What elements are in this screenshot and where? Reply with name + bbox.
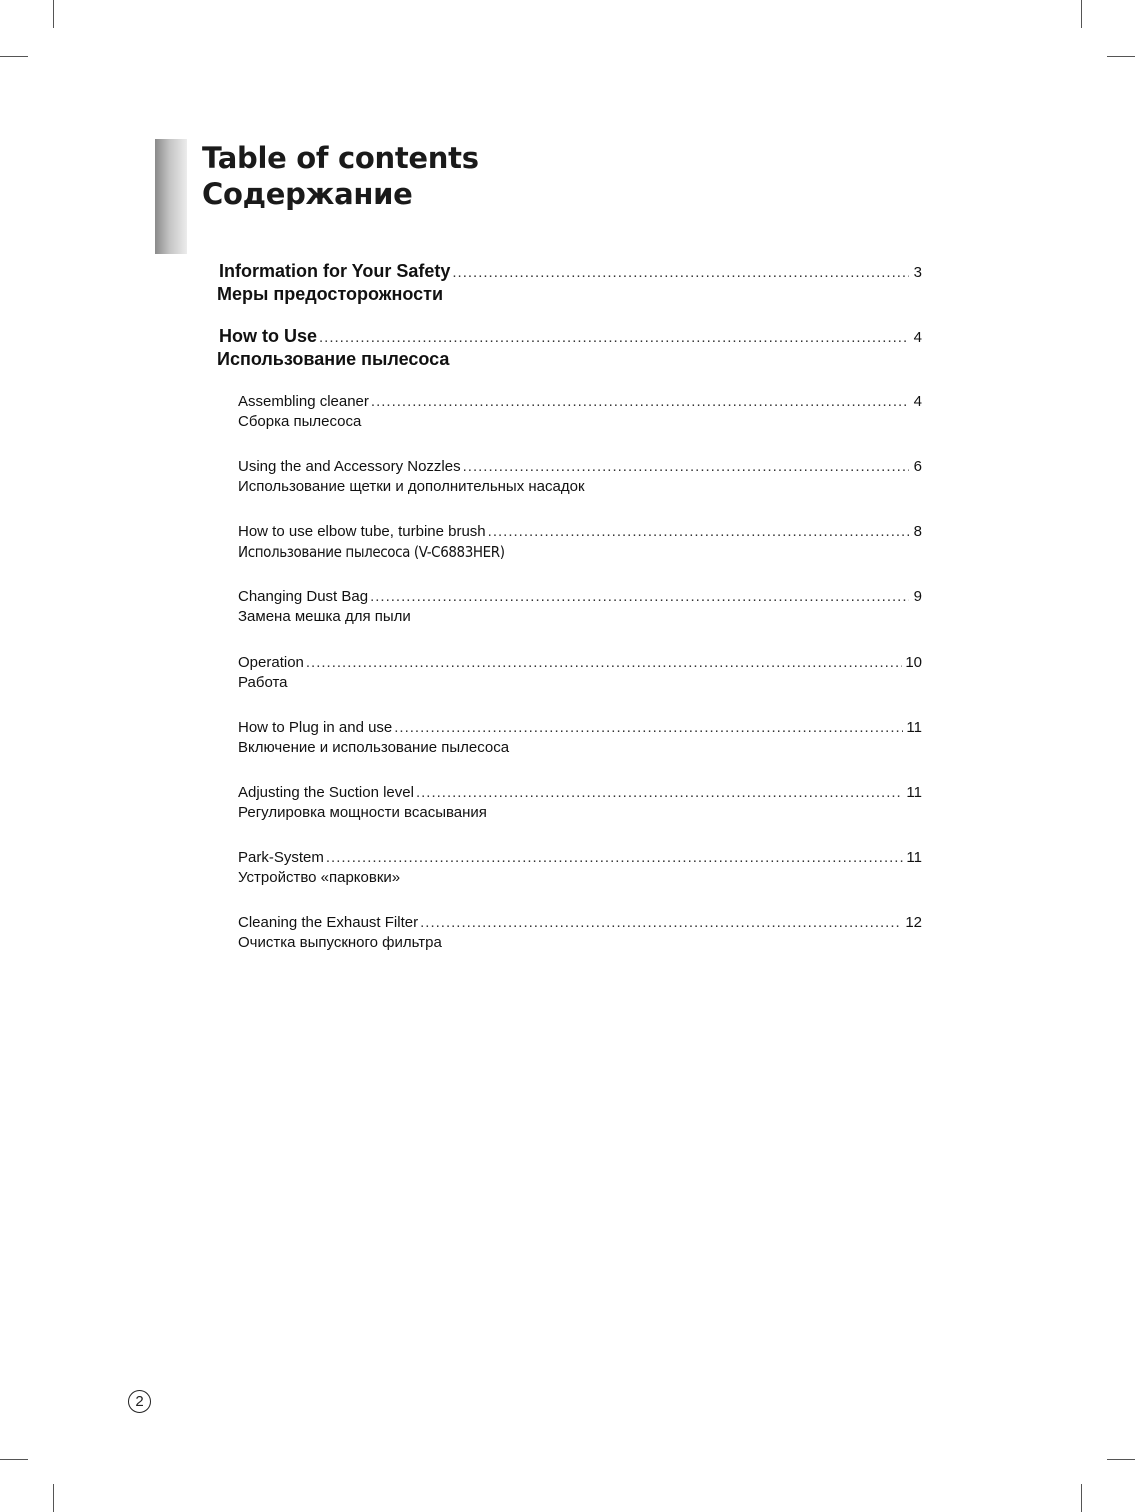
crop-mark: [1081, 0, 1082, 28]
toc-entry-translation: Работа: [238, 674, 288, 691]
toc-entry[interactable]: [238, 588, 922, 625]
toc-page-number: 8: [913, 523, 922, 540]
toc-entry-label: Using the and Accessory Nozzles: [238, 458, 461, 475]
toc-entry[interactable]: [219, 326, 922, 370]
toc-page-number: 6: [913, 458, 922, 475]
toc-entry-translation: Очистка выпускного фильтра: [238, 934, 442, 951]
leader-dots: [326, 849, 904, 866]
toc-entry-label: Changing Dust Bag: [238, 588, 369, 605]
toc-page-number: 11: [906, 849, 922, 866]
toc-page-number: 9: [913, 588, 922, 605]
toc-page-number: 11: [906, 784, 922, 801]
toc-entry[interactable]: [238, 849, 922, 886]
leader-dots: [488, 523, 909, 540]
toc-entry-label: Information for Your Safety: [219, 261, 451, 281]
toc-entry-label: Adjusting the Suction level: [238, 784, 414, 801]
crop-mark: [1107, 56, 1135, 57]
toc-entry-translation: Устройство «парковки»: [238, 869, 401, 886]
toc-entry-translation: Замена мешка для пыли: [238, 608, 411, 625]
toc-entry-translation: Регулировка мощности всасывания: [238, 804, 487, 821]
leader-dots: [416, 784, 903, 801]
leader-dots: [371, 393, 909, 410]
toc-entry-label: Operation: [238, 654, 304, 671]
crop-mark: [0, 56, 28, 57]
toc-entry[interactable]: [238, 654, 922, 691]
crop-mark: [1107, 1459, 1135, 1460]
toc-entry-translation: Меры предосторожности: [217, 284, 444, 304]
toc-entry-label: How to use elbow tube, turbine brush: [238, 523, 486, 540]
toc-page-number: 4: [913, 329, 922, 346]
toc-entry-translation: Включение и использование пылесоса: [238, 739, 510, 756]
toc-page-number: 4: [913, 393, 922, 410]
toc-page-number: 3: [913, 264, 922, 281]
toc-entry-translation: Сборка пылесоса: [238, 413, 362, 430]
toc-entry[interactable]: [238, 458, 922, 495]
crop-mark: [0, 1459, 28, 1460]
leader-dots: [420, 914, 902, 931]
toc-entry-translation: Использование пылесоса (V-C6883HER): [238, 543, 505, 561]
toc-entry[interactable]: [238, 523, 922, 561]
page-title-translation: Содержание: [202, 177, 413, 211]
leader-dots: [394, 719, 903, 736]
toc-page-number: 12: [905, 914, 922, 931]
toc-page-number: 11: [906, 719, 922, 736]
crop-mark: [53, 0, 54, 28]
toc-entry-label: Assembling cleaner: [238, 393, 369, 410]
toc-entry[interactable]: [238, 719, 922, 756]
toc-entry-label: Park-System: [238, 849, 324, 866]
toc-entry-label: How to Use: [219, 326, 318, 346]
crop-mark: [53, 1484, 54, 1512]
title-accent-bar: [155, 139, 187, 254]
toc-entry-translation: Использование пылесоса: [217, 349, 450, 369]
leader-dots: [370, 588, 909, 605]
toc-page-number: 10: [905, 654, 922, 671]
leader-dots: [452, 264, 909, 281]
toc-entry-label: How to Plug in and use: [238, 719, 393, 736]
leader-dots: [306, 654, 902, 671]
crop-mark: [1081, 1484, 1082, 1512]
leader-dots: [463, 458, 909, 475]
toc-entry-label: Cleaning the Exhaust Filter: [238, 914, 419, 931]
toc-entry[interactable]: [219, 261, 922, 305]
toc-entry[interactable]: [238, 914, 922, 951]
page-number-badge: 2: [128, 1390, 151, 1413]
toc-entry[interactable]: [238, 784, 922, 821]
toc-entry-translation: Использование щетки и дополнительных насадок: [238, 478, 585, 495]
page-title: Table of contents: [202, 141, 479, 175]
toc-entry[interactable]: [238, 393, 922, 430]
leader-dots: [319, 329, 909, 346]
